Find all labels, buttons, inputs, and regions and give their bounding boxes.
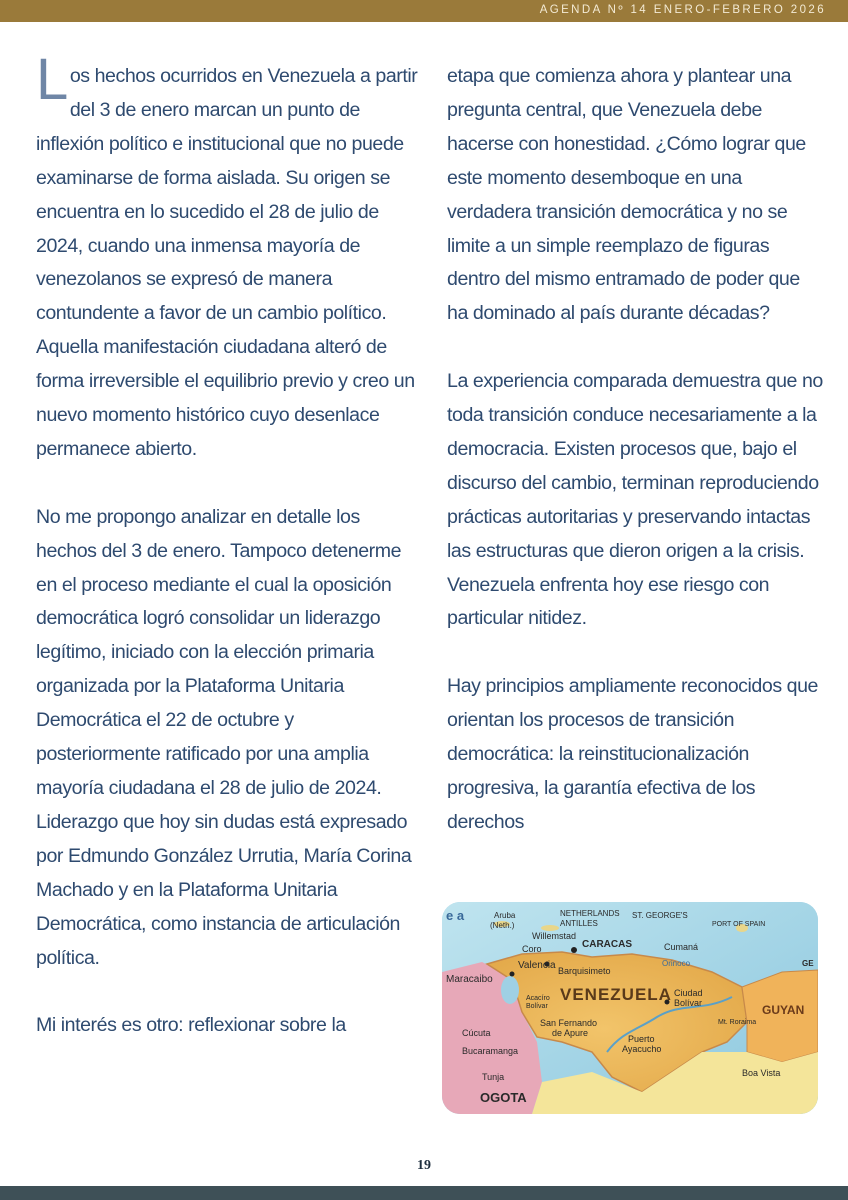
venezuela-map-image <box>442 902 818 1114</box>
map-label-cucuta: Cúcuta <box>462 1028 491 1038</box>
map-label-mt-roraima: Mt. Roraima <box>718 1019 757 1026</box>
right-column <box>447 60 825 840</box>
map-label-antilles: ANTILLES <box>560 919 598 928</box>
map-label-venezuela: VENEZUELA <box>560 985 672 1004</box>
map-label-guyana: GUYAN <box>762 1003 805 1017</box>
map-label-bolivar: Bolívar <box>674 998 703 1008</box>
map-label-sea: e a <box>446 908 465 923</box>
map-label-rio-bolivar: Bolívar <box>526 1003 548 1010</box>
map-label-neth: (Neth.) <box>490 921 515 930</box>
paragraph-1 <box>36 47 418 467</box>
map-label-willemstad: Willemstad <box>532 931 577 941</box>
map-label-bogota: OGOTA <box>480 1090 527 1105</box>
map-label-bucaramanga: Bucaramanga <box>462 1046 519 1056</box>
left-column <box>36 47 418 1043</box>
map-label-de-apure: de Apure <box>552 1028 589 1038</box>
paragraph-2: No me propongo analizar en detalle los hechos del 3 de enero. Tampoco detenerme en el proceso mediante el cual la oposición democrática logró consolidar un liderazgo legítimo, iniciado con la elección primaria organizada por la Plataforma Unitaria Democrática el 22 de octubre y posteriormente ratificado por una amplia mayoría ciudadana el 28 de julio de 2024. Liderazgo que hoy sin dudas está expresado por Edmundo González Urrutia, María Corina Machado y en la Plataforma Unitaria Democrática, como instancia de articulación política. <box>36 505 412 969</box>
map-label-caracas: CARACAS <box>582 939 632 950</box>
map-label-ciudad: Ciudad <box>674 988 703 998</box>
paragraph-1-text: os hechos ocurridos en Venezuela a partir del 3 de enero marcan un punto de inflexión político e institucional que no puede examinarse de forma aislada. Su origen se encuentra en lo sucedido el 28 de julio de 2024, cuando una inmensa mayoría de venezolanos se expresó de manera contundente a favor de un cambio político. Aquella manifestación ciudadana alteró de forma irreversible el equilibrio previo y creo un nuevo momento histórico cuyo desenlace permanece abierto. <box>36 65 418 460</box>
paragraph-6: Hay principios ampliamente reconocidos que orientan los procesos de transición democrática: la reinstitucionalización progresiva, la garantía efectiva de los derechos <box>447 675 819 833</box>
map-label-puerto: Puerto <box>628 1034 655 1044</box>
map-label-st-george: ST. GEORGE'S <box>632 911 688 920</box>
maracaibo-dot <box>510 972 515 977</box>
map-label-ayacucho: Ayacucho <box>622 1044 662 1054</box>
paragraph-4: etapa que comienza ahora y plantear una pregunta central, que Venezuela debe hacerse con honestidad. ¿Cómo lograr que este momento desemboque en una verdadera transición democrática y no se limite a un simple reemplazo de figuras dentro del mismo entramado de poder que ha dominado al país durante décadas? <box>447 65 806 325</box>
map-label-boa-vista: Boa Vista <box>742 1068 781 1078</box>
footer-band <box>0 1186 848 1200</box>
map-label-san-fernando: San Fernando <box>540 1018 598 1028</box>
map-label-orinoco: Orinoco <box>662 959 691 968</box>
issue-header: AGENDA Nº 14 ENERO-FEBRERO 2026 <box>539 4 826 16</box>
drop-cap: L <box>36 47 68 112</box>
map-label-port-spain: PORT OF SPAIN <box>712 921 766 928</box>
map-label-valencia: Valencia <box>518 960 556 971</box>
map-label-acaciro: Acacíro <box>526 995 550 1002</box>
paragraph-5: La experiencia comparada demuestra que no toda transición conduce necesariamente a la democracia. Existen procesos que, bajo el discurso del cambio, terminan reproduciendo prácticas autoritarias y preservando intactas las estructuras que dieron origen a la crisis. Venezuela enfrenta hoy ese riesgo con particular nitidez. <box>447 370 823 630</box>
map-label-barquisimeto: Barquisimeto <box>558 966 611 976</box>
map-label-cumana: Cumaná <box>664 942 699 952</box>
lake-maracaibo <box>501 976 519 1004</box>
page-number: 19 <box>417 1158 431 1173</box>
map-label-maracaibo: Maracaibo <box>446 974 493 985</box>
map-label-tunja: Tunja <box>482 1072 505 1082</box>
map-label-coro: Coro <box>522 944 542 954</box>
map-label-aruba: Aruba <box>494 911 516 920</box>
map-label-netherlands: NETHERLANDS <box>560 909 620 918</box>
caracas-dot <box>571 947 577 953</box>
paragraph-3: Mi interés es otro: reflexionar sobre la <box>36 1014 346 1037</box>
map-label-ge: GE <box>802 959 814 968</box>
header-band <box>0 0 848 22</box>
